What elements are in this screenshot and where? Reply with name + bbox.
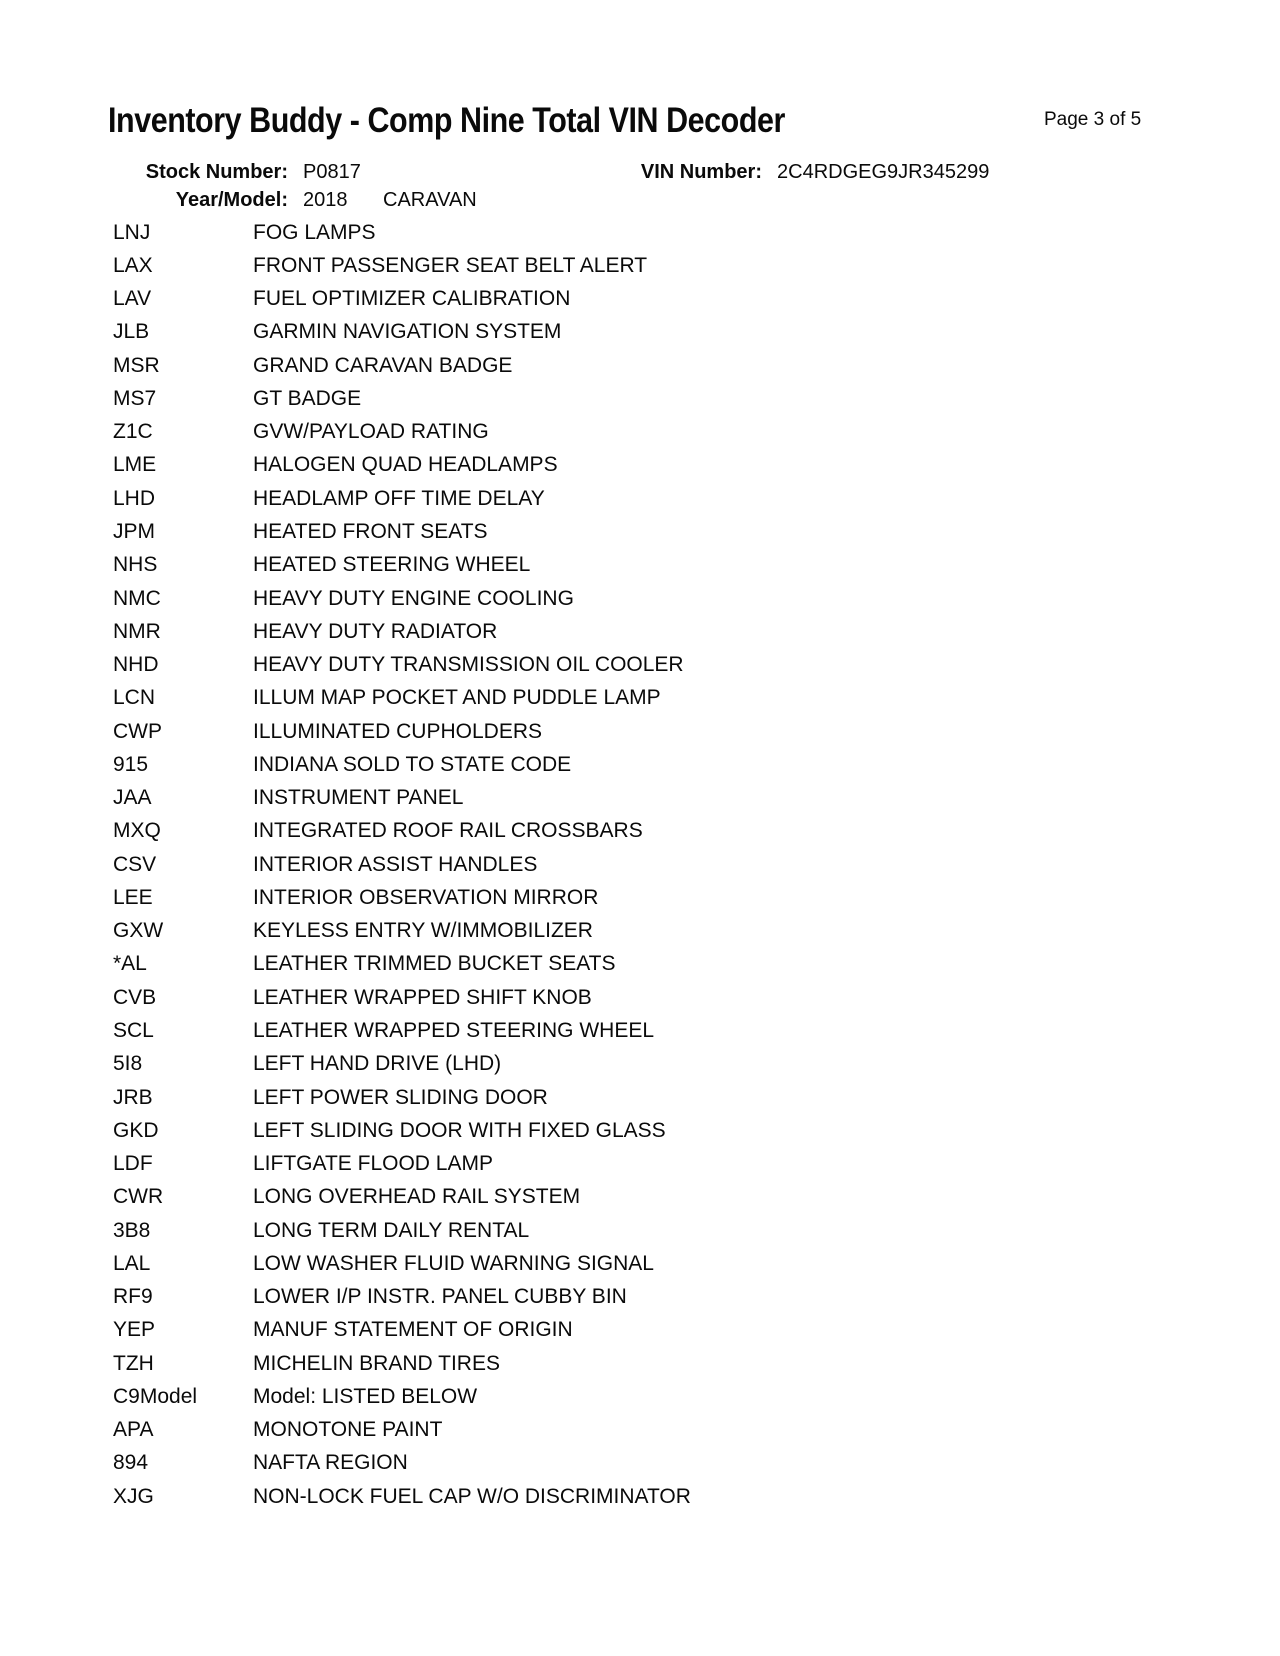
option-row bbox=[113, 1181, 1213, 1214]
option-description: NON-LOCK FUEL CAP W/O DISCRIMINATOR bbox=[253, 1484, 691, 1508]
option-code: LAV bbox=[113, 287, 152, 311]
option-code: CWP bbox=[113, 719, 162, 743]
option-description: LONG TERM DAILY RENTAL bbox=[253, 1218, 530, 1242]
stock-number-label: Stock Number: bbox=[145, 161, 288, 183]
option-row bbox=[113, 881, 1213, 914]
option-code: LCN bbox=[113, 686, 156, 710]
option-description: INTERIOR OBSERVATION MIRROR bbox=[253, 885, 599, 909]
option-description: ILLUMINATED CUPHOLDERS bbox=[253, 719, 542, 743]
option-code: LEE bbox=[113, 885, 153, 909]
option-description: FRONT PASSENGER SEAT BELT ALERT bbox=[253, 253, 648, 277]
option-description: LIFTGATE FLOOD LAMP bbox=[253, 1152, 493, 1176]
option-description: INSTRUMENT PANEL bbox=[253, 786, 464, 810]
option-row bbox=[113, 782, 1213, 815]
option-row bbox=[113, 216, 1213, 249]
page-indicator: Page 3 of 5 bbox=[1044, 109, 1142, 130]
option-row bbox=[113, 1014, 1213, 1047]
option-row bbox=[113, 482, 1213, 515]
year-model-label: Year/Model: bbox=[175, 189, 288, 211]
option-row bbox=[113, 582, 1213, 615]
option-code: C9Model bbox=[113, 1384, 198, 1408]
option-code: RF9 bbox=[113, 1285, 153, 1309]
option-row bbox=[113, 648, 1213, 681]
option-code: LHD bbox=[113, 486, 156, 510]
option-row bbox=[113, 1247, 1213, 1280]
option-code: SCL bbox=[113, 1019, 154, 1042]
option-row bbox=[113, 449, 1213, 482]
option-row bbox=[113, 748, 1213, 781]
option-description: HEATED FRONT SEATS bbox=[253, 520, 488, 544]
option-description: LEFT SLIDING DOOR WITH FIXED GLASS bbox=[253, 1118, 666, 1142]
option-description: HALOGEN QUAD HEADLAMPS bbox=[253, 453, 558, 477]
option-description: KEYLESS ENTRY W/IMMOBILIZER bbox=[253, 919, 593, 943]
option-description: LEATHER WRAPPED STEERING WHEEL bbox=[253, 1019, 655, 1042]
option-description: GRAND CARAVAN BADGE bbox=[253, 353, 513, 377]
option-row bbox=[113, 1214, 1213, 1247]
option-code: JRB bbox=[113, 1085, 153, 1109]
option-code: 3B8 bbox=[113, 1218, 151, 1242]
options-list bbox=[113, 216, 1213, 1513]
option-description: HEAVY DUTY TRANSMISSION OIL COOLER bbox=[253, 653, 684, 677]
option-description: LOWER I/P INSTR. PANEL CUBBY BIN bbox=[253, 1285, 627, 1309]
option-description: HEAVY DUTY ENGINE COOLING bbox=[253, 586, 574, 610]
year-value: 2018 bbox=[303, 189, 348, 211]
option-row bbox=[113, 682, 1213, 715]
option-row bbox=[113, 515, 1213, 548]
option-description: INTERIOR ASSIST HANDLES bbox=[253, 852, 538, 876]
option-code: CVB bbox=[113, 985, 157, 1009]
option-code: LAL bbox=[113, 1251, 151, 1275]
option-row bbox=[113, 1281, 1213, 1314]
option-description: LEFT HAND DRIVE (LHD) bbox=[253, 1052, 502, 1076]
option-code: APA bbox=[113, 1418, 154, 1442]
option-row bbox=[113, 1147, 1213, 1180]
option-code: LDF bbox=[113, 1152, 153, 1176]
option-code: MXQ bbox=[113, 819, 161, 843]
option-row bbox=[113, 715, 1213, 748]
option-description: Model: LISTED BELOW bbox=[253, 1384, 478, 1408]
option-code: LAX bbox=[113, 253, 153, 277]
option-description: MANUF STATEMENT OF ORIGIN bbox=[253, 1318, 573, 1342]
option-code: NMC bbox=[113, 586, 161, 610]
option-description: INTEGRATED ROOF RAIL CROSSBARS bbox=[253, 819, 643, 843]
option-description: FUEL OPTIMIZER CALIBRATION bbox=[253, 287, 571, 311]
option-row bbox=[113, 1314, 1213, 1347]
option-code: GXW bbox=[113, 919, 164, 943]
option-description: GARMIN NAVIGATION SYSTEM bbox=[253, 320, 562, 344]
option-row bbox=[113, 1347, 1213, 1380]
option-code: XJG bbox=[113, 1484, 154, 1508]
option-row bbox=[113, 549, 1213, 582]
option-code: CSV bbox=[113, 852, 157, 876]
option-description: LONG OVERHEAD RAIL SYSTEM bbox=[253, 1185, 581, 1209]
option-code: Z1C bbox=[113, 420, 153, 444]
option-code: JPM bbox=[113, 520, 155, 544]
option-code: TZH bbox=[113, 1351, 154, 1375]
option-row bbox=[113, 249, 1213, 282]
option-row bbox=[113, 1081, 1213, 1114]
option-code: LNJ bbox=[113, 220, 151, 244]
option-row bbox=[113, 948, 1213, 981]
option-description: LEFT POWER SLIDING DOOR bbox=[253, 1085, 548, 1109]
option-description: FOG LAMPS bbox=[253, 220, 376, 244]
option-description: LEATHER WRAPPED SHIFT KNOB bbox=[253, 985, 592, 1009]
option-row bbox=[113, 981, 1213, 1014]
option-code: *AL bbox=[113, 952, 147, 976]
option-description: HEATED STEERING WHEEL bbox=[253, 553, 531, 577]
option-code: YEP bbox=[113, 1318, 156, 1342]
option-description: GT BADGE bbox=[253, 386, 362, 410]
option-code: NMR bbox=[113, 619, 161, 643]
option-row bbox=[113, 283, 1213, 316]
option-code: JLB bbox=[113, 320, 150, 344]
option-row bbox=[113, 382, 1213, 415]
option-row bbox=[113, 1414, 1213, 1447]
option-description: MONOTONE PAINT bbox=[253, 1418, 443, 1442]
option-description: GVW/PAYLOAD RATING bbox=[253, 420, 489, 444]
stock-number-value: P0817 bbox=[303, 161, 361, 183]
option-row bbox=[113, 1048, 1213, 1081]
option-row bbox=[113, 848, 1213, 881]
option-code: CWR bbox=[113, 1185, 164, 1209]
model-value: CARAVAN bbox=[383, 189, 477, 211]
option-row bbox=[113, 349, 1213, 382]
option-row bbox=[113, 1380, 1213, 1413]
option-code: 894 bbox=[113, 1451, 149, 1475]
option-row bbox=[113, 615, 1213, 648]
option-code: NHD bbox=[113, 653, 159, 677]
vin-number-value: 2C4RDGEG9JR345299 bbox=[777, 161, 990, 183]
option-description: LEATHER TRIMMED BUCKET SEATS bbox=[253, 952, 616, 976]
option-description: MICHELIN BRAND TIRES bbox=[253, 1351, 500, 1375]
option-row bbox=[113, 1114, 1213, 1147]
option-row bbox=[113, 815, 1213, 848]
option-code: NHS bbox=[113, 553, 158, 577]
option-code: LME bbox=[113, 453, 157, 477]
document-title: Inventory Buddy - Comp Nine Total VIN Decoder bbox=[108, 101, 785, 140]
option-row bbox=[113, 1447, 1213, 1480]
option-description: ILLUM MAP POCKET AND PUDDLE LAMP bbox=[253, 686, 661, 710]
option-row bbox=[113, 915, 1213, 948]
option-row bbox=[113, 1480, 1213, 1513]
option-description: HEADLAMP OFF TIME DELAY bbox=[253, 486, 545, 510]
option-row bbox=[113, 316, 1213, 349]
option-code: JAA bbox=[113, 786, 152, 810]
option-row bbox=[113, 416, 1213, 449]
option-code: 5I8 bbox=[113, 1052, 143, 1076]
option-description: NAFTA REGION bbox=[253, 1451, 408, 1475]
option-code: MS7 bbox=[113, 386, 157, 410]
option-code: 915 bbox=[113, 752, 149, 776]
option-code: MSR bbox=[113, 353, 160, 377]
option-description: LOW WASHER FLUID WARNING SIGNAL bbox=[253, 1251, 654, 1275]
option-description: INDIANA SOLD TO STATE CODE bbox=[253, 752, 572, 776]
option-description: HEAVY DUTY RADIATOR bbox=[253, 619, 498, 643]
option-code: GKD bbox=[113, 1118, 159, 1142]
vin-number-label: VIN Number: bbox=[640, 161, 762, 183]
